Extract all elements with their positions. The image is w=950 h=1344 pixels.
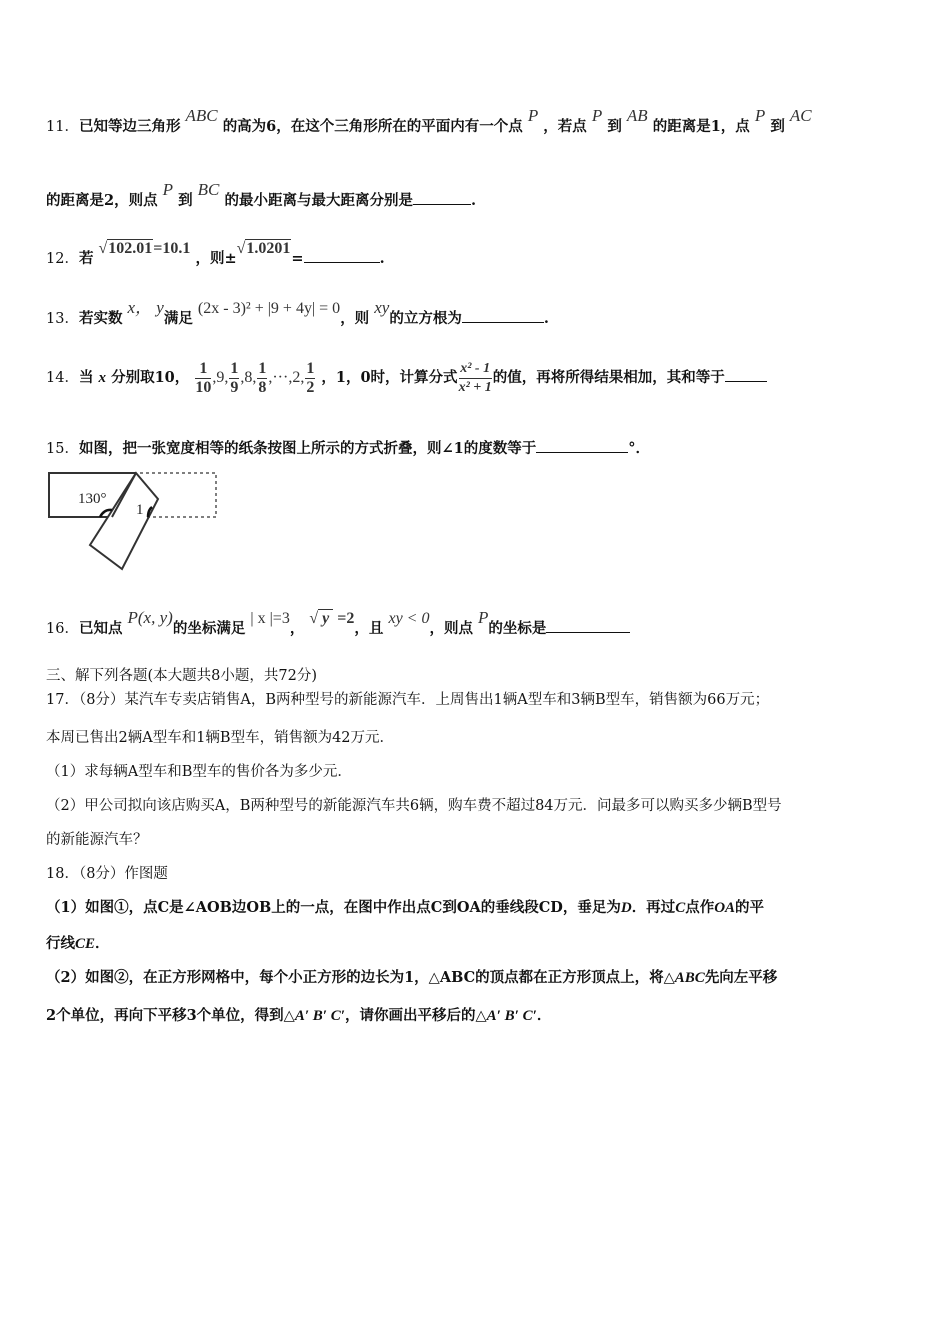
q15-folded-strip-figure: [44, 466, 224, 576]
q15-line: 15．如图，把一张宽度相等的纸条按图上所示的方式折叠，则∠1的度数等于 °．: [46, 440, 650, 457]
q14-fraction-1-10: $\frac{1}{10}$: [195, 359, 212, 396]
angle-130-label: 130°: [78, 491, 107, 507]
q11-line2: 的距离是2，则点 P 到 BC 的最小距离与最大距离分别是 .: [46, 180, 477, 209]
q16-answer-blank: [546, 618, 630, 633]
q16-sqrt: √ y =2: [309, 610, 355, 627]
q12-answer-blank: [304, 248, 380, 263]
q17-line4: （2）甲公司拟向该店购买A，B两种型号的新能源汽车共6辆，购车费不超过84万元．问最多可以购买多少辆B型号: [46, 798, 782, 814]
q17-line1: 17．（8分）某汽车专卖店销售A，B两种型号的新能源汽车．上周售出1辆A型车和3辆B型车，销售额为66万元；: [46, 692, 770, 708]
strip-folded-part: [90, 473, 158, 569]
q18-line2: （1）如图①，点C是∠AOB边OB上的一点，在图中作出点C到OA的垂线段CD，垂足为D．再过C点作OA的平: [46, 899, 765, 916]
q12-number: 12．: [46, 251, 79, 267]
q17-line5: 的新能源汽车？: [46, 832, 148, 848]
q14-answer-blank: [725, 367, 767, 382]
q14-number: 14．: [46, 370, 79, 386]
section-3-heading: 三、解下列各题(本大题共8小题，共72分): [46, 668, 317, 684]
q14-fraction-1-2: $\frac{1}{2}$: [306, 359, 315, 396]
q14-line: 14．当 x 分别取10， $\frac{1}{10}$ ,9, $\frac{1}{9}$ ,8, $\frac{1}{8}$ ,···,2, $\frac{1}{2}$ ，1，0时，计算分式 $\frac{\text{x² - 1}}{\text{x² + 1}}$ 的值，再将所得结果相加，其和等于: [46, 356, 767, 400]
q13-line: 13．若实数 x， y满足 (2x - 3)² + |9 + 4y| = 0，则 xy的立方根为 .: [46, 298, 549, 327]
q15-number: 15．: [46, 441, 79, 457]
q16-line: 16．已知点 P(x, y)的坐标满足 | x |=3， √ y =2，且 xy < 0，则点 P的坐标是: [46, 618, 630, 639]
q18-line4: （2）如图②，在正方形网格中，每个小正方形的边长为1，△ABC的顶点都在正方形顶点上，将△ABC先向左平移: [46, 969, 778, 986]
q13-number: 13．: [46, 311, 79, 327]
q18-line5: 2个单位，再向下平移3个单位，得到△A′ B′ C′，请你画出平移后的△A′ B′ C′．: [46, 1007, 552, 1024]
q12-sqrt-2: √1.0201: [236, 240, 291, 257]
q11-answer-blank: [413, 190, 471, 205]
q12-sqrt-1: √102.01=10.1: [98, 240, 191, 257]
q12-line: 12．若 √102.01=10.1 ，则±√1.0201= .: [46, 240, 385, 267]
q16-number: 16．: [46, 621, 79, 637]
q14-fraction-1-8: $\frac{1}{8}$: [258, 359, 267, 396]
q18-line1: 18．（8分）作图题: [46, 866, 168, 882]
q18-line3: 行线CE．: [46, 935, 110, 952]
q13-answer-blank: [462, 308, 544, 323]
q14-expression-fraction: $\frac{\text{x² - 1}}{\text{x² + 1}}$: [458, 360, 492, 395]
q14-fraction-1-9: $\frac{1}{9}$: [230, 359, 239, 396]
fold-line: [112, 473, 136, 517]
q17-line2: 本周已售出2辆A型车和1辆B型车，销售额为42万元．: [46, 730, 395, 746]
q11-line1: 11．已知等边三角形 ABC 的高为6，在这个三角形所在的平面内有一个点 P ，若点 P 到 AB 的距离是1，点 P 到 AC: [46, 106, 812, 135]
q17-line3: （1）求每辆A型车和B型车的售价各为多少元．: [46, 764, 352, 780]
q15-answer-blank: [536, 438, 628, 453]
q11-number: 11．: [46, 119, 79, 135]
angle-1-label: 1: [136, 502, 144, 518]
